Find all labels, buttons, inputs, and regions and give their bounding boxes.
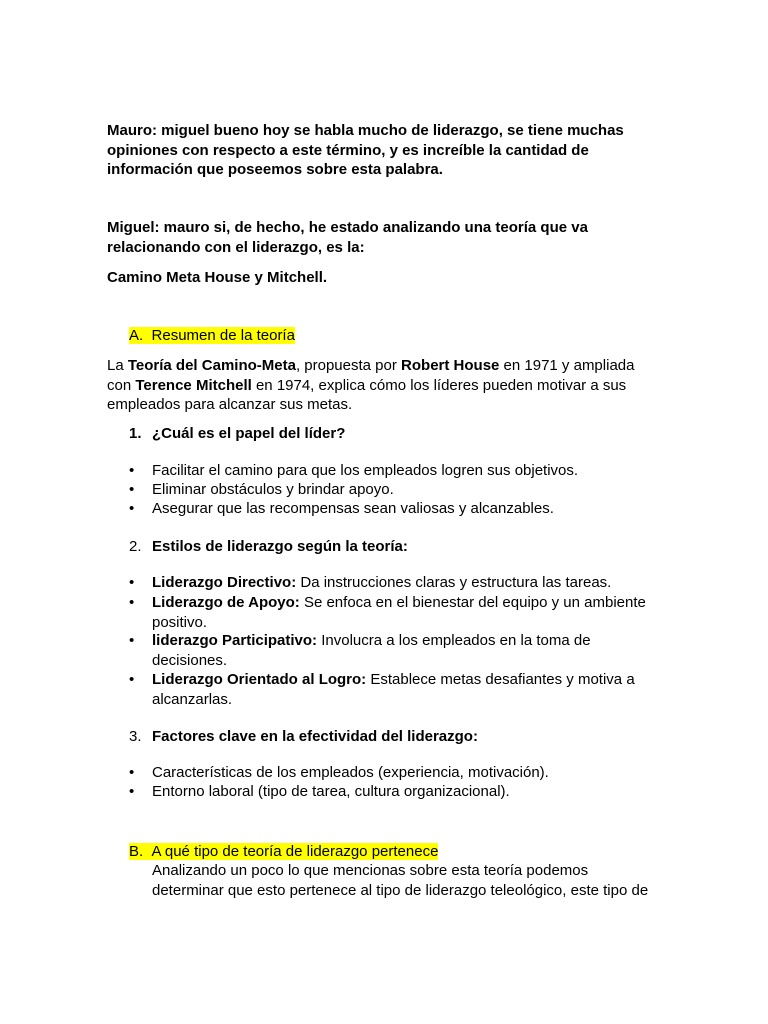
style-desc-cont: decisiones.	[152, 651, 228, 669]
section-b-label: B.	[129, 843, 144, 860]
section-b-paragraph	[152, 861, 672, 900]
mauro-line-1: Mauro: miguel bueno hoy se habla mucho de liderazgo, se tiene muchas	[107, 122, 624, 139]
section-b-line-1: Analizando un poco lo que mencionas sobre esta teoría podemos	[152, 862, 589, 879]
q1-title: ¿Cuál es el papel del líder?	[152, 425, 346, 442]
bullet-icon: •	[129, 783, 135, 800]
para-text: , propuesta por	[295, 357, 402, 374]
list-item-text: Características de los empleados (experiencia, motivación).	[152, 764, 549, 781]
bullet-icon: •	[129, 574, 135, 591]
bullet-icon: •	[129, 481, 135, 498]
section-b-heading	[129, 842, 438, 862]
list-item-text: Eliminar obstáculos y brindar apoyo.	[152, 481, 394, 498]
style-name: Liderazgo Orientado al Logro:	[152, 671, 367, 688]
section-a-heading	[129, 326, 295, 346]
theory-summary-paragraph	[107, 356, 667, 415]
section-b-title: A qué tipo de teoría de liderazgo pertenece	[151, 843, 439, 860]
bullet-icon: •	[129, 500, 135, 517]
section-a-title: Resumen de la teoría	[151, 327, 295, 344]
style-desc: Establece metas desafiantes y motiva a	[366, 671, 635, 688]
style-desc-cont: alcanzarlas.	[152, 690, 233, 708]
bullet-icon: •	[129, 764, 135, 781]
style-desc: Da instrucciones claras y estructura las tareas.	[296, 574, 612, 591]
mauro-paragraph	[107, 121, 667, 180]
style-name: Liderazgo Directivo:	[152, 574, 297, 591]
style-desc: Se enfoca en el bienestar del equipo y un ambiente	[299, 594, 646, 611]
list-item-text: Asegurar que las recompensas sean valiosas y alcanzables.	[152, 500, 554, 517]
para-text: en 1974, explica cómo los líderes pueden motivar a sus	[251, 376, 627, 394]
para-text: con	[107, 376, 136, 394]
miguel-line-1: Miguel: mauro si, de hecho, he estado analizando una teoría que va	[107, 219, 588, 236]
theory-title: Camino Meta House y Mitchell.	[107, 269, 328, 286]
style-name: Liderazgo de Apoyo:	[152, 594, 300, 611]
mauro-line-2: opiniones con respecto a este término, y es increíble la cantidad de	[107, 141, 589, 159]
para-bold-house: Robert House	[401, 357, 500, 374]
section-b-line-2: determinar que esto pertenece al tipo de liderazgo teleológico, este tipo de	[152, 881, 649, 899]
para-bold-mitchell: Terence Mitchell	[135, 376, 252, 394]
q1-number: 1.	[129, 425, 142, 442]
para-text: en 1971 y ampliada	[499, 357, 635, 374]
para-text: empleados para alcanzar sus metas.	[107, 396, 353, 413]
miguel-line-2: relacionando con el liderazgo, es la:	[107, 238, 365, 256]
style-name: liderazgo Participativo:	[152, 632, 318, 649]
para-bold-theory: Teoría del Camino-Meta	[127, 357, 296, 374]
style-desc-cont: positivo.	[152, 613, 208, 631]
q2-title: Estilos de liderazgo según la teoría:	[152, 538, 408, 555]
q3-number: 3.	[129, 728, 142, 745]
section-a-label: A.	[129, 327, 144, 344]
para-text: La	[107, 357, 128, 374]
bullet-icon: •	[129, 594, 135, 611]
bullet-icon: •	[129, 632, 135, 649]
miguel-paragraph	[107, 218, 667, 257]
style-desc: Involucra a los empleados en la toma de	[317, 632, 591, 649]
list-item-text: Entorno laboral (tipo de tarea, cultura organizacional).	[152, 783, 510, 800]
q3-title: Factores clave en la efectividad del liderazgo:	[152, 728, 478, 745]
list-item-text: Facilitar el camino para que los empleados logren sus objetivos.	[152, 462, 579, 479]
bullet-icon: •	[129, 671, 135, 688]
q2-number: 2.	[129, 538, 142, 555]
bullet-icon: •	[129, 462, 135, 479]
mauro-line-3: información que poseemos sobre esta palabra.	[107, 161, 443, 178]
